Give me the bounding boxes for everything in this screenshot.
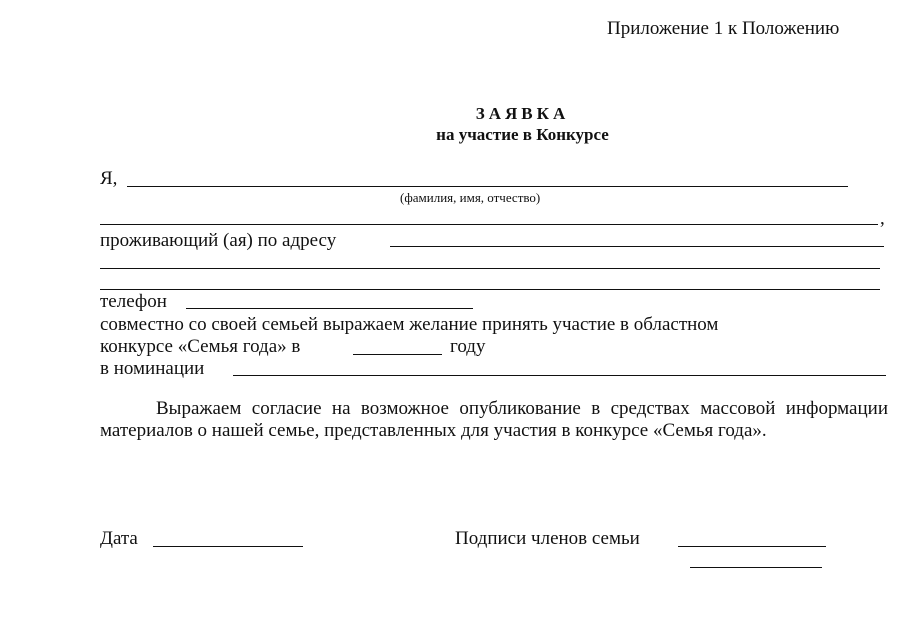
- nomination-label: в номинации: [100, 358, 205, 379]
- document-subtitle: на участие в Конкурсе: [436, 125, 609, 144]
- address-line-3[interactable]: [100, 289, 880, 290]
- statement-line: совместно со своей семьей выражаем желание принять участие в областном: [100, 314, 719, 335]
- consent-paragraph: [100, 398, 888, 442]
- signature-line-2[interactable]: [690, 567, 822, 568]
- fio-caption: (фамилия, имя, отчество): [400, 190, 541, 205]
- date-field-line[interactable]: [153, 546, 303, 547]
- appendix-heading: Приложение 1 к Положению: [607, 18, 840, 39]
- signature-line-1[interactable]: [678, 546, 826, 547]
- i-label: Я,: [100, 168, 118, 189]
- consent-text: Выражаем согласие на возможное опубликование в средствах массовой информации материалов о нашей семье, представленных для участия в конкурсе «Семья года».: [100, 398, 888, 441]
- document-title: ЗАЯВКА: [475, 104, 570, 123]
- phone-field-line[interactable]: [186, 308, 473, 309]
- contest-suffix: году: [450, 336, 486, 357]
- address-label: проживающий (ая) по адресу: [100, 230, 337, 251]
- fio-continuation-line[interactable]: [100, 224, 878, 225]
- date-label: Дата: [100, 528, 138, 549]
- year-field-line[interactable]: [353, 354, 442, 355]
- signatures-label: Подписи членов семьи: [455, 528, 640, 549]
- phone-label: телефон: [100, 291, 167, 312]
- address-field-line[interactable]: [390, 246, 884, 247]
- address-line-2[interactable]: [100, 268, 880, 269]
- fio-field-line[interactable]: [127, 186, 848, 187]
- contest-prefix: конкурсе «Семья года» в: [100, 336, 301, 357]
- nomination-field-line[interactable]: [233, 375, 886, 376]
- trailing-comma: ,: [880, 208, 885, 229]
